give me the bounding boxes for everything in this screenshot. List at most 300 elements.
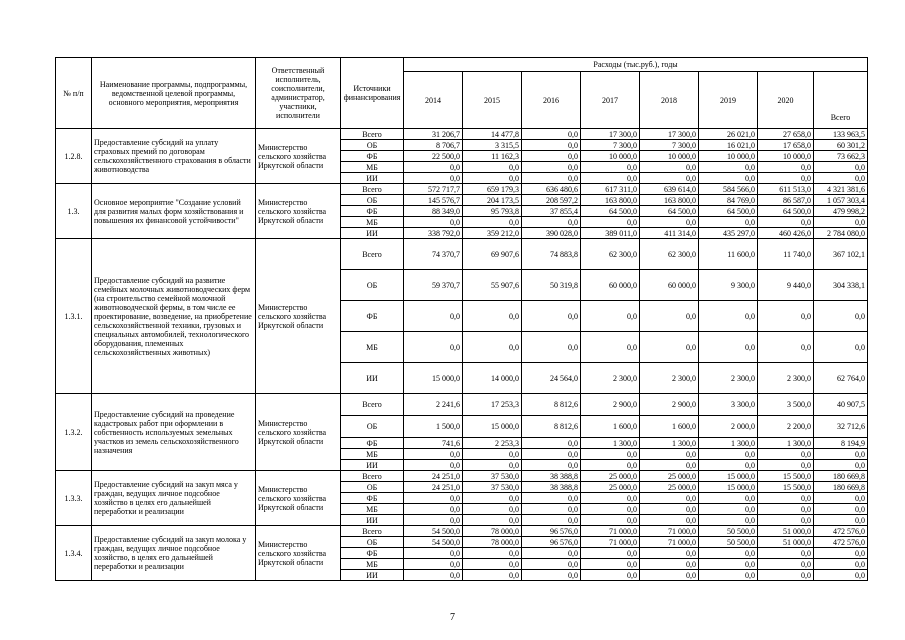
- year-value: 69 907,6: [463, 239, 522, 270]
- year-value: 31 206,7: [404, 129, 463, 140]
- row-number: 1.2.8.: [56, 129, 92, 184]
- year-value: 0,0: [404, 570, 463, 581]
- year-value: 84 769,0: [699, 195, 758, 206]
- year-value: 0,0: [640, 173, 699, 184]
- year-value: 8 706,7: [404, 140, 463, 151]
- year-value: 639 614,0: [640, 184, 699, 195]
- total-value: 472 576,0: [814, 537, 868, 548]
- year-value: 74 883,8: [522, 239, 581, 270]
- funding-source: ИИ: [341, 460, 404, 471]
- year-value: 3 315,5: [463, 140, 522, 151]
- funding-source: МБ: [341, 559, 404, 570]
- funding-source: Всего: [341, 526, 404, 537]
- funding-source: ФБ: [341, 438, 404, 449]
- year-value: 0,0: [758, 217, 814, 228]
- header-year: 2019: [699, 72, 758, 129]
- year-value: 460 426,0: [758, 228, 814, 239]
- funding-source: ОБ: [341, 195, 404, 206]
- year-value: 0,0: [640, 559, 699, 570]
- measure-name: Предоставление субсидий на проведение кадастровых работ при оформлении в собственность используемых земельных участков из земель сельскохозяйственного назначения: [92, 394, 256, 471]
- header-expenses: Расходы (тыс.руб.), годы: [404, 58, 868, 72]
- header-year: 2020: [758, 72, 814, 129]
- year-value: 54 500,0: [404, 526, 463, 537]
- total-value: 367 102,1: [814, 239, 868, 270]
- year-value: 2 253,3: [463, 438, 522, 449]
- row-number: 1.3.4.: [56, 526, 92, 581]
- total-value: 0,0: [814, 570, 868, 581]
- year-value: 3 500,0: [758, 394, 814, 416]
- year-value: 24 251,0: [404, 471, 463, 482]
- total-value: 0,0: [814, 301, 868, 332]
- year-value: 64 500,0: [581, 206, 640, 217]
- year-value: 435 297,0: [699, 228, 758, 239]
- year-value: 411 314,0: [640, 228, 699, 239]
- year-value: 25 000,0: [640, 471, 699, 482]
- row-number: 1.3.: [56, 184, 92, 239]
- year-value: 0,0: [463, 449, 522, 460]
- year-value: 0,0: [463, 570, 522, 581]
- total-value: 180 669,8: [814, 482, 868, 493]
- year-value: 24 251,0: [404, 482, 463, 493]
- year-value: 2 300,0: [699, 363, 758, 394]
- year-value: 59 370,7: [404, 270, 463, 301]
- header-year: 2016: [522, 72, 581, 129]
- measure-name: Предоставление субсидий на закуп молока у граждан, ведущих личное подсобное хозяйство, в целях его дальнейшей переработки и реализации: [92, 526, 256, 581]
- year-value: 0,0: [581, 548, 640, 559]
- year-value: 0,0: [581, 173, 640, 184]
- page-number: 7: [450, 612, 455, 623]
- year-value: 0,0: [699, 332, 758, 363]
- funding-source: ОБ: [341, 416, 404, 438]
- year-value: 78 000,0: [463, 526, 522, 537]
- year-value: 0,0: [581, 332, 640, 363]
- year-value: 50 319,8: [522, 270, 581, 301]
- total-value: 1 057 303,4: [814, 195, 868, 206]
- funding-source: ИИ: [341, 515, 404, 526]
- year-value: 0,0: [522, 449, 581, 460]
- year-value: 0,0: [640, 504, 699, 515]
- year-value: 2 300,0: [640, 363, 699, 394]
- year-value: 10 000,0: [699, 151, 758, 162]
- measure-name: Предоставление субсидий на закуп мяса у граждан, ведущих личное подсобное хозяйство в целях его дальнейшей переработки и реализации: [92, 471, 256, 526]
- year-value: 25 000,0: [581, 471, 640, 482]
- year-value: 3 300,0: [699, 394, 758, 416]
- year-value: 71 000,0: [640, 526, 699, 537]
- table-row: [56, 239, 868, 270]
- table-row: [56, 526, 868, 537]
- responsible-executor: Министерство сельского хозяйства Иркутской области: [256, 471, 341, 526]
- year-value: 0,0: [581, 162, 640, 173]
- row-number: 1.3.2.: [56, 394, 92, 471]
- total-value: 0,0: [814, 173, 868, 184]
- total-value: 0,0: [814, 493, 868, 504]
- year-value: 617 311,0: [581, 184, 640, 195]
- year-value: 10 000,0: [640, 151, 699, 162]
- funding-source: МБ: [341, 449, 404, 460]
- year-value: 0,0: [581, 493, 640, 504]
- year-value: 51 000,0: [758, 526, 814, 537]
- funding-source: Всего: [341, 239, 404, 270]
- funding-source: Всего: [341, 471, 404, 482]
- year-value: 0,0: [581, 449, 640, 460]
- year-value: 1 300,0: [758, 438, 814, 449]
- year-value: 0,0: [640, 570, 699, 581]
- year-value: 2 300,0: [758, 363, 814, 394]
- funding-source: Всего: [341, 394, 404, 416]
- year-value: 390 028,0: [522, 228, 581, 239]
- year-value: 0,0: [463, 162, 522, 173]
- year-value: 54 500,0: [404, 537, 463, 548]
- header-sources: Источники финансирования: [341, 58, 404, 129]
- total-value: 479 998,2: [814, 206, 868, 217]
- table-row: [56, 129, 868, 140]
- total-value: 73 662,3: [814, 151, 868, 162]
- year-value: 15 000,0: [699, 471, 758, 482]
- total-value: 180 669,8: [814, 471, 868, 482]
- year-value: 0,0: [758, 332, 814, 363]
- year-value: 145 576,7: [404, 195, 463, 206]
- year-value: 95 793,8: [463, 206, 522, 217]
- year-value: 0,0: [640, 493, 699, 504]
- year-value: 15 500,0: [758, 482, 814, 493]
- year-value: 2 900,0: [640, 394, 699, 416]
- header-responsible: Ответственный исполнитель, соисполнители, администратор, участники, исполнители: [256, 58, 341, 129]
- budget-table: [55, 57, 868, 581]
- year-value: 0,0: [522, 493, 581, 504]
- year-value: 10 000,0: [581, 151, 640, 162]
- year-value: 1 300,0: [640, 438, 699, 449]
- year-value: 0,0: [463, 504, 522, 515]
- year-value: 2 300,0: [581, 363, 640, 394]
- year-value: 0,0: [758, 559, 814, 570]
- year-value: 0,0: [522, 559, 581, 570]
- total-value: 0,0: [814, 548, 868, 559]
- year-value: 0,0: [640, 162, 699, 173]
- funding-source: ОБ: [341, 482, 404, 493]
- year-value: 11 162,3: [463, 151, 522, 162]
- table-row: [56, 471, 868, 482]
- year-value: 0,0: [699, 162, 758, 173]
- year-value: 55 907,6: [463, 270, 522, 301]
- funding-source: Всего: [341, 184, 404, 195]
- year-value: 2 000,0: [699, 416, 758, 438]
- funding-source: ИИ: [341, 228, 404, 239]
- year-value: 163 800,0: [581, 195, 640, 206]
- year-value: 0,0: [640, 460, 699, 471]
- year-value: 15 000,0: [404, 363, 463, 394]
- total-value: 472 576,0: [814, 526, 868, 537]
- measure-name: Основное мероприятие "Создание условий для развития малых форм хозяйствования и повышения их финансовой устойчивости": [92, 184, 256, 239]
- year-value: 24 564,0: [522, 363, 581, 394]
- year-value: 0,0: [522, 438, 581, 449]
- year-value: 37 530,0: [463, 471, 522, 482]
- year-value: 0,0: [522, 140, 581, 151]
- year-value: 611 513,0: [758, 184, 814, 195]
- year-value: 62 300,0: [581, 239, 640, 270]
- funding-source: МБ: [341, 162, 404, 173]
- year-value: 26 021,0: [699, 129, 758, 140]
- year-value: 86 587,0: [758, 195, 814, 206]
- header-total: Всего: [814, 72, 868, 129]
- year-value: 0,0: [581, 217, 640, 228]
- year-value: 0,0: [758, 504, 814, 515]
- year-value: 659 179,3: [463, 184, 522, 195]
- year-value: 0,0: [522, 129, 581, 140]
- year-value: 0,0: [463, 460, 522, 471]
- year-value: 10 000,0: [758, 151, 814, 162]
- year-value: 0,0: [404, 460, 463, 471]
- year-value: 0,0: [581, 504, 640, 515]
- year-value: 0,0: [463, 493, 522, 504]
- year-value: 0,0: [640, 217, 699, 228]
- year-value: 22 500,0: [404, 151, 463, 162]
- total-value: 0,0: [814, 217, 868, 228]
- year-value: 0,0: [522, 301, 581, 332]
- total-value: 0,0: [814, 332, 868, 363]
- year-value: 0,0: [404, 504, 463, 515]
- year-value: 0,0: [404, 515, 463, 526]
- year-value: 0,0: [522, 173, 581, 184]
- year-value: 9 440,0: [758, 270, 814, 301]
- total-value: 60 301,2: [814, 140, 868, 151]
- funding-source: МБ: [341, 217, 404, 228]
- year-value: 0,0: [404, 559, 463, 570]
- year-value: 389 011,0: [581, 228, 640, 239]
- funding-source: ИИ: [341, 173, 404, 184]
- year-value: 8 812,6: [522, 416, 581, 438]
- year-value: 25 000,0: [581, 482, 640, 493]
- year-value: 0,0: [640, 515, 699, 526]
- year-value: 0,0: [463, 559, 522, 570]
- year-value: 1 600,0: [581, 416, 640, 438]
- year-value: 38 388,8: [522, 471, 581, 482]
- year-value: 50 500,0: [699, 526, 758, 537]
- year-value: 0,0: [522, 460, 581, 471]
- measure-name: Предоставление субсидий на уплату страховых премий по договорам сельскохозяйственного страхования в области животноводства: [92, 129, 256, 184]
- year-value: 0,0: [758, 449, 814, 460]
- total-value: 0,0: [814, 460, 868, 471]
- year-value: 0,0: [581, 559, 640, 570]
- year-value: 0,0: [463, 548, 522, 559]
- total-value: 133 963,5: [814, 129, 868, 140]
- year-value: 2 900,0: [581, 394, 640, 416]
- year-value: 17 658,0: [758, 140, 814, 151]
- year-value: 0,0: [699, 301, 758, 332]
- year-value: 38 388,8: [522, 482, 581, 493]
- year-value: 0,0: [699, 559, 758, 570]
- year-value: 0,0: [699, 173, 758, 184]
- year-value: 0,0: [758, 460, 814, 471]
- header-num: № п/п: [56, 58, 92, 129]
- year-value: 359 212,0: [463, 228, 522, 239]
- year-value: 0,0: [758, 548, 814, 559]
- funding-source: ФБ: [341, 493, 404, 504]
- responsible-executor: Министерство сельского хозяйства Иркутской области: [256, 129, 341, 184]
- year-value: 0,0: [640, 332, 699, 363]
- header-year: 2018: [640, 72, 699, 129]
- year-value: 0,0: [640, 548, 699, 559]
- funding-source: ФБ: [341, 548, 404, 559]
- header-year: 2017: [581, 72, 640, 129]
- year-value: 0,0: [463, 217, 522, 228]
- year-value: 0,0: [640, 449, 699, 460]
- year-value: 0,0: [463, 173, 522, 184]
- year-value: 0,0: [758, 493, 814, 504]
- year-value: 204 173,5: [463, 195, 522, 206]
- year-value: 0,0: [404, 162, 463, 173]
- funding-source: ОБ: [341, 270, 404, 301]
- year-value: 0,0: [404, 548, 463, 559]
- total-value: 40 907,5: [814, 394, 868, 416]
- total-value: 0,0: [814, 162, 868, 173]
- year-value: 0,0: [404, 493, 463, 504]
- responsible-executor: Министерство сельского хозяйства Иркутской области: [256, 526, 341, 581]
- year-value: 71 000,0: [581, 537, 640, 548]
- year-value: 0,0: [699, 548, 758, 559]
- year-value: 25 000,0: [640, 482, 699, 493]
- year-value: 0,0: [522, 504, 581, 515]
- row-number: 1.3.3.: [56, 471, 92, 526]
- year-value: 0,0: [758, 301, 814, 332]
- funding-source: ОБ: [341, 140, 404, 151]
- year-value: 62 300,0: [640, 239, 699, 270]
- funding-source: МБ: [341, 332, 404, 363]
- year-value: 14 477,8: [463, 129, 522, 140]
- year-value: 74 370,7: [404, 239, 463, 270]
- year-value: 0,0: [699, 515, 758, 526]
- year-value: 0,0: [581, 301, 640, 332]
- total-value: 0,0: [814, 504, 868, 515]
- year-value: 0,0: [522, 570, 581, 581]
- year-value: 0,0: [699, 449, 758, 460]
- year-value: 0,0: [463, 515, 522, 526]
- year-value: 96 576,0: [522, 526, 581, 537]
- total-value: 32 712,6: [814, 416, 868, 438]
- funding-source: ФБ: [341, 301, 404, 332]
- year-value: 17 300,0: [581, 129, 640, 140]
- year-value: 16 021,0: [699, 140, 758, 151]
- funding-source: МБ: [341, 504, 404, 515]
- year-value: 15 500,0: [758, 471, 814, 482]
- year-value: 9 300,0: [699, 270, 758, 301]
- year-value: 78 000,0: [463, 537, 522, 548]
- year-value: 37 855,4: [522, 206, 581, 217]
- header-year: 2015: [463, 72, 522, 129]
- funding-source: ФБ: [341, 206, 404, 217]
- row-number: 1.3.1.: [56, 239, 92, 394]
- year-value: 15 000,0: [699, 482, 758, 493]
- year-value: 50 500,0: [699, 537, 758, 548]
- year-value: 0,0: [522, 162, 581, 173]
- year-value: 17 253,3: [463, 394, 522, 416]
- year-value: 8 812,6: [522, 394, 581, 416]
- measure-name: Предоставление субсидий на развитие семейных молочных животноводческих ферм (на строительство семейной молочной животноводческой фермы, в том числе ее проектирование, возведение, на приобретение сельскохозяйственной техники, грузовых и специальных автомобилей, технологического оборудования, племенных сельскохозяйственных животных): [92, 239, 256, 394]
- year-value: 0,0: [699, 217, 758, 228]
- year-value: 1 500,0: [404, 416, 463, 438]
- year-value: 0,0: [404, 217, 463, 228]
- year-value: 27 658,0: [758, 129, 814, 140]
- year-value: 1 300,0: [581, 438, 640, 449]
- year-value: 11 600,0: [699, 239, 758, 270]
- year-value: 636 480,6: [522, 184, 581, 195]
- year-value: 584 566,0: [699, 184, 758, 195]
- funding-source: ФБ: [341, 151, 404, 162]
- year-value: 0,0: [522, 217, 581, 228]
- year-value: 88 349,0: [404, 206, 463, 217]
- table-row: [56, 184, 868, 195]
- total-value: 0,0: [814, 559, 868, 570]
- year-value: 0,0: [404, 449, 463, 460]
- total-value: 8 194,9: [814, 438, 868, 449]
- year-value: 96 576,0: [522, 537, 581, 548]
- year-value: 14 000,0: [463, 363, 522, 394]
- year-value: 0,0: [463, 301, 522, 332]
- year-value: 71 000,0: [640, 537, 699, 548]
- funding-source: Всего: [341, 129, 404, 140]
- year-value: 741,6: [404, 438, 463, 449]
- year-value: 338 792,0: [404, 228, 463, 239]
- year-value: 0,0: [522, 548, 581, 559]
- responsible-executor: Министерство сельского хозяйства Иркутской области: [256, 239, 341, 394]
- year-value: 0,0: [581, 460, 640, 471]
- year-value: 0,0: [522, 332, 581, 363]
- total-value: 62 764,0: [814, 363, 868, 394]
- year-value: 0,0: [758, 515, 814, 526]
- year-value: 0,0: [404, 173, 463, 184]
- year-value: 7 300,0: [640, 140, 699, 151]
- funding-source: ОБ: [341, 537, 404, 548]
- year-value: 208 597,2: [522, 195, 581, 206]
- year-value: 0,0: [522, 151, 581, 162]
- total-value: 0,0: [814, 449, 868, 460]
- funding-source: ИИ: [341, 363, 404, 394]
- year-value: 572 717,7: [404, 184, 463, 195]
- year-value: 7 300,0: [581, 140, 640, 151]
- year-value: 0,0: [699, 570, 758, 581]
- year-value: 0,0: [699, 504, 758, 515]
- year-value: 0,0: [699, 460, 758, 471]
- year-value: 0,0: [758, 570, 814, 581]
- year-value: 1 600,0: [640, 416, 699, 438]
- total-value: 4 321 381,6: [814, 184, 868, 195]
- year-value: 0,0: [699, 493, 758, 504]
- year-value: 2 241,6: [404, 394, 463, 416]
- year-value: 0,0: [758, 162, 814, 173]
- year-value: 2 200,0: [758, 416, 814, 438]
- funding-source: ИИ: [341, 570, 404, 581]
- year-value: 163 800,0: [640, 195, 699, 206]
- year-value: 11 740,0: [758, 239, 814, 270]
- header-year: 2014: [404, 72, 463, 129]
- year-value: 0,0: [522, 515, 581, 526]
- year-value: 60 000,0: [581, 270, 640, 301]
- year-value: 0,0: [581, 570, 640, 581]
- year-value: 0,0: [758, 173, 814, 184]
- year-value: 37 530,0: [463, 482, 522, 493]
- responsible-executor: Министерство сельского хозяйства Иркутской области: [256, 394, 341, 471]
- header-name: Наименование программы, подпрограммы, ведомственной целевой программы, основного мероприятия, мероприятия: [92, 58, 256, 129]
- responsible-executor: Министерство сельского хозяйства Иркутской области: [256, 184, 341, 239]
- year-value: 51 000,0: [758, 537, 814, 548]
- year-value: 15 000,0: [463, 416, 522, 438]
- year-value: 0,0: [640, 301, 699, 332]
- year-value: 1 300,0: [699, 438, 758, 449]
- year-value: 60 000,0: [640, 270, 699, 301]
- year-value: 71 000,0: [581, 526, 640, 537]
- year-value: 0,0: [404, 301, 463, 332]
- year-value: 0,0: [581, 515, 640, 526]
- total-value: 304 338,1: [814, 270, 868, 301]
